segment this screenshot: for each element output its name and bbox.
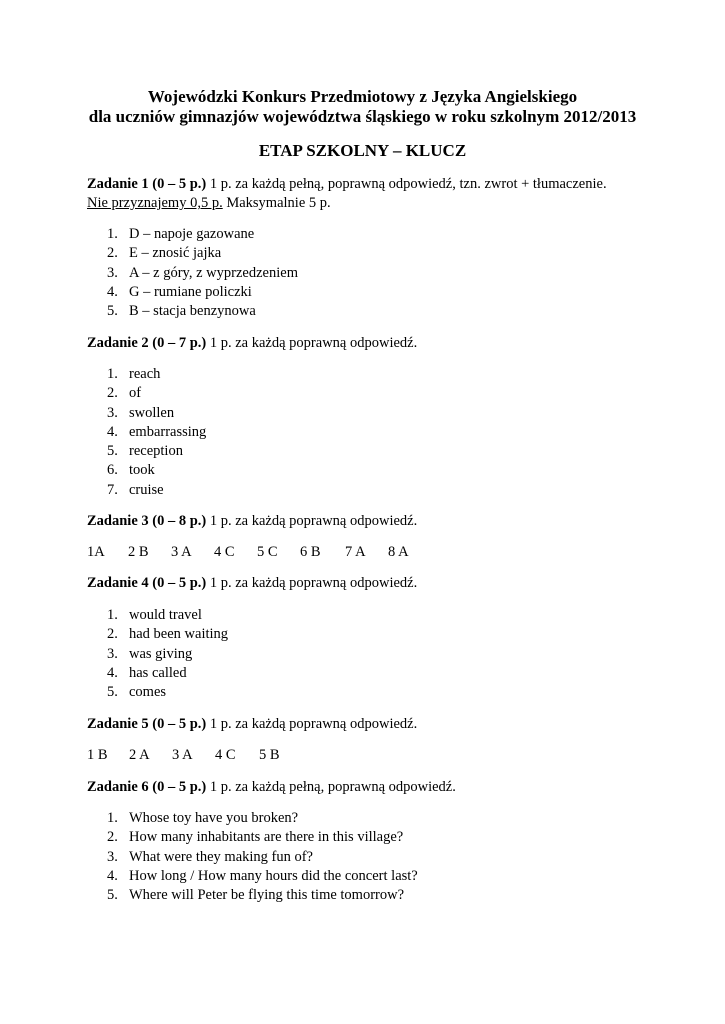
list-item: 5. B – stacja benzynowa	[107, 303, 256, 320]
task4-header	[87, 575, 417, 592]
task6-rule: 1 p. za każdą pełną, poprawną odpowiedź.	[206, 779, 456, 795]
list-item: 2. of	[107, 385, 142, 402]
list-item: 2. E – znosić jajka	[107, 245, 222, 262]
task5-label: Zadanie 5 (0 – 5 p.)	[87, 716, 207, 732]
answer: 2 A	[129, 747, 150, 763]
task5-header	[87, 716, 417, 733]
task4-label: Zadanie 4 (0 – 5 p.)	[87, 575, 207, 591]
list-item: 4. G – rumiane policzki	[107, 283, 252, 300]
task5-answers	[87, 747, 280, 764]
list-item: 1. Whose toy have you broken?	[107, 810, 299, 826]
answer: 7 A	[345, 544, 366, 560]
answer: 6 B	[300, 544, 321, 560]
task1-note-underlined: Nie przyznajemy 0,5 p.	[87, 195, 223, 211]
task1-rule: 1 p. za każdą pełną, poprawną odpowiedź, tzn. zwrot + tłumaczenie.	[206, 176, 607, 192]
task3-answers	[87, 544, 409, 561]
list-item: 3. What were they making fun of?	[107, 848, 313, 865]
list-item: 7. cruise	[107, 481, 164, 498]
task2-header	[87, 335, 417, 352]
list-item: 3. A – z góry, z wyprzedzeniem	[107, 264, 298, 281]
task4-list	[107, 606, 228, 702]
answer: 5 C	[257, 544, 278, 560]
task6-list	[107, 809, 418, 905]
task4-rule: 1 p. za każdą poprawną odpowiedź.	[206, 575, 418, 591]
task2-rule: 1 p. za każdą poprawną odpowiedź.	[206, 335, 418, 351]
task1-label: Zadanie 1 (0 – 5 p.)	[87, 176, 207, 192]
answer: 8 A	[388, 544, 409, 560]
list-item: 5. comes	[107, 684, 167, 701]
answer: 5 B	[259, 747, 280, 763]
list-item: 1. D – napoje gazowane	[107, 226, 255, 242]
list-item: 1. reach	[107, 366, 161, 382]
task1-note-rest: Maksymalnie 5 p.	[222, 195, 331, 211]
task2-label: Zadanie 2 (0 – 7 p.)	[87, 335, 207, 351]
title-line-2: dla uczniów gimnazjów województwa śląskiego w roku szkolnym 2012/2013	[88, 107, 637, 126]
task5-rule: 1 p. za każdą poprawną odpowiedź.	[206, 716, 418, 732]
list-item: 4. has called	[107, 664, 187, 681]
stage-heading: ETAP SZKOLNY – KLUCZ	[258, 141, 467, 160]
list-item: 2. How many inhabitants are there in this village?	[107, 829, 404, 846]
list-item: 3. swollen	[107, 404, 175, 421]
list-item: 4. embarrassing	[107, 423, 207, 440]
title-line-1: Wojewódzki Konkurs Przedmiotowy z Języka Angielskiego	[147, 87, 578, 106]
list-item: 5. reception	[107, 443, 183, 460]
answer: 3 A	[172, 747, 193, 763]
task1-note	[87, 195, 331, 212]
answer: 4 C	[214, 544, 235, 560]
list-item: 6. took	[107, 462, 155, 479]
task3-header	[87, 513, 417, 530]
list-item: 2. had been waiting	[107, 626, 229, 643]
answer: 3 A	[171, 544, 192, 560]
task6-label: Zadanie 6 (0 – 5 p.)	[87, 779, 207, 795]
list-item: 4. How long / How many hours did the concert last?	[107, 867, 418, 884]
answer: 1A	[87, 544, 105, 560]
task3-rule: 1 p. za każdą poprawną odpowiedź.	[206, 513, 418, 529]
list-item: 1. would travel	[107, 607, 202, 623]
task1-list	[107, 225, 298, 321]
list-item: 3. was giving	[107, 645, 193, 662]
answer: 2 B	[128, 544, 149, 560]
task6-header	[87, 779, 456, 796]
task1-header	[87, 176, 607, 193]
answer: 1 B	[87, 747, 108, 763]
answer: 4 C	[215, 747, 236, 763]
task2-list	[107, 365, 206, 500]
task3-label: Zadanie 3 (0 – 8 p.)	[87, 513, 207, 529]
list-item: 5. Where will Peter be flying this time tomorrow?	[107, 887, 405, 904]
